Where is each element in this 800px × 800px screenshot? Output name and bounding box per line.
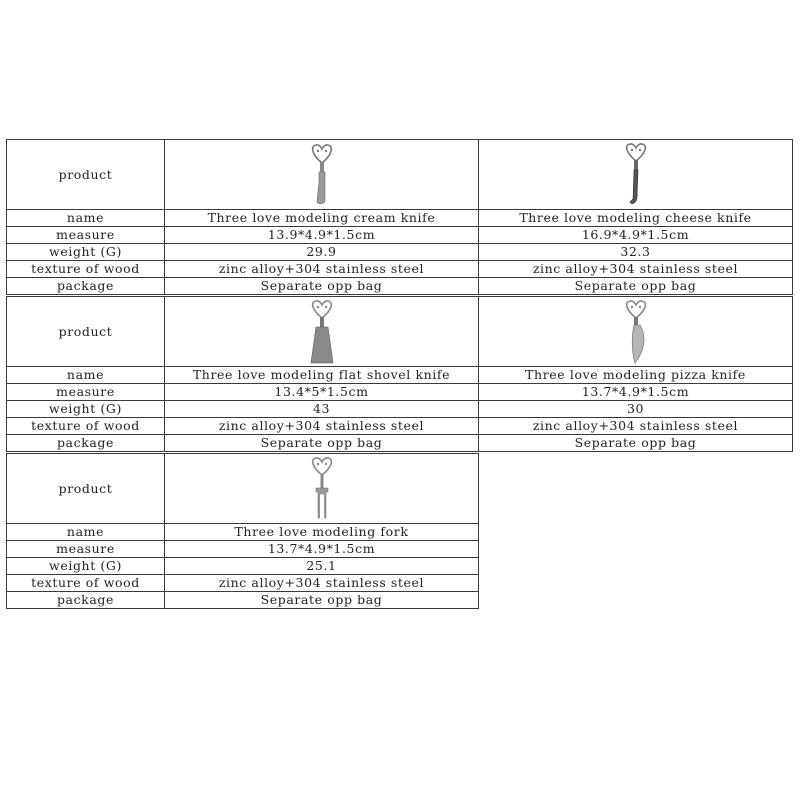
product-table-block-1 bbox=[6, 139, 793, 295]
label-name: name bbox=[7, 210, 165, 227]
product-name: Three love modeling pizza knife bbox=[479, 367, 793, 384]
package-row bbox=[7, 592, 479, 609]
product-weight: 30 bbox=[479, 401, 793, 418]
flat-shovel-knife-icon bbox=[302, 299, 342, 365]
product-texture: zinc alloy+304 stainless steel bbox=[165, 261, 479, 278]
product-image-cell bbox=[165, 454, 479, 524]
product-measure: 13.7*4.9*1.5cm bbox=[479, 384, 793, 401]
product-measure: 13.7*4.9*1.5cm bbox=[165, 541, 479, 558]
package-row bbox=[7, 435, 793, 452]
product-package: Separate opp bag bbox=[165, 435, 479, 452]
texture-row bbox=[7, 261, 793, 278]
product-measure: 13.9*4.9*1.5cm bbox=[165, 227, 479, 244]
measure-row bbox=[7, 384, 793, 401]
measure-row bbox=[7, 227, 793, 244]
product-image-row bbox=[7, 297, 793, 367]
label-product: product bbox=[7, 140, 165, 210]
weight-row bbox=[7, 558, 479, 575]
pizza-knife-icon bbox=[616, 299, 656, 365]
product-texture: zinc alloy+304 stainless steel bbox=[479, 261, 793, 278]
product-measure: 13.4*5*1.5cm bbox=[165, 384, 479, 401]
product-weight: 32.3 bbox=[479, 244, 793, 261]
product-texture: zinc alloy+304 stainless steel bbox=[165, 575, 479, 592]
label-measure: measure bbox=[7, 541, 165, 558]
product-texture: zinc alloy+304 stainless steel bbox=[165, 418, 479, 435]
fork-icon bbox=[302, 456, 342, 522]
product-measure: 16.9*4.9*1.5cm bbox=[479, 227, 793, 244]
product-image-cell bbox=[479, 297, 793, 367]
texture-row bbox=[7, 575, 479, 592]
label-texture: texture of wood bbox=[7, 575, 165, 592]
label-name: name bbox=[7, 367, 165, 384]
weight-row bbox=[7, 244, 793, 261]
product-weight: 29.9 bbox=[165, 244, 479, 261]
product-weight: 25.1 bbox=[165, 558, 479, 575]
cream-knife-icon bbox=[302, 142, 342, 208]
label-product: product bbox=[7, 454, 165, 524]
product-name: Three love modeling cheese knife bbox=[479, 210, 793, 227]
product-name: Three love modeling flat shovel knife bbox=[165, 367, 479, 384]
label-weight: weight (G) bbox=[7, 244, 165, 261]
label-name: name bbox=[7, 524, 165, 541]
product-table-block-2 bbox=[6, 296, 793, 452]
product-image-cell bbox=[165, 140, 479, 210]
product-package: Separate opp bag bbox=[165, 278, 479, 295]
label-texture: texture of wood bbox=[7, 261, 165, 278]
label-texture: texture of wood bbox=[7, 418, 165, 435]
product-image-row bbox=[7, 454, 479, 524]
name-row bbox=[7, 524, 479, 541]
product-name: Three love modeling cream knife bbox=[165, 210, 479, 227]
weight-row bbox=[7, 401, 793, 418]
label-weight: weight (G) bbox=[7, 401, 165, 418]
label-measure: measure bbox=[7, 227, 165, 244]
measure-row bbox=[7, 541, 479, 558]
product-package: Separate opp bag bbox=[165, 592, 479, 609]
package-row bbox=[7, 278, 793, 295]
product-package: Separate opp bag bbox=[479, 435, 793, 452]
product-texture: zinc alloy+304 stainless steel bbox=[479, 418, 793, 435]
label-product: product bbox=[7, 297, 165, 367]
label-package: package bbox=[7, 592, 165, 609]
name-row bbox=[7, 367, 793, 384]
product-package: Separate opp bag bbox=[479, 278, 793, 295]
cheese-knife-icon bbox=[616, 142, 656, 208]
name-row bbox=[7, 210, 793, 227]
label-weight: weight (G) bbox=[7, 558, 165, 575]
texture-row bbox=[7, 418, 793, 435]
product-image-cell bbox=[165, 297, 479, 367]
label-package: package bbox=[7, 435, 165, 452]
product-name: Three love modeling fork bbox=[165, 524, 479, 541]
product-image-row bbox=[7, 140, 793, 210]
product-weight: 43 bbox=[165, 401, 479, 418]
product-image-cell bbox=[479, 140, 793, 210]
label-package: package bbox=[7, 278, 165, 295]
product-table-block-3 bbox=[6, 453, 479, 609]
label-measure: measure bbox=[7, 384, 165, 401]
